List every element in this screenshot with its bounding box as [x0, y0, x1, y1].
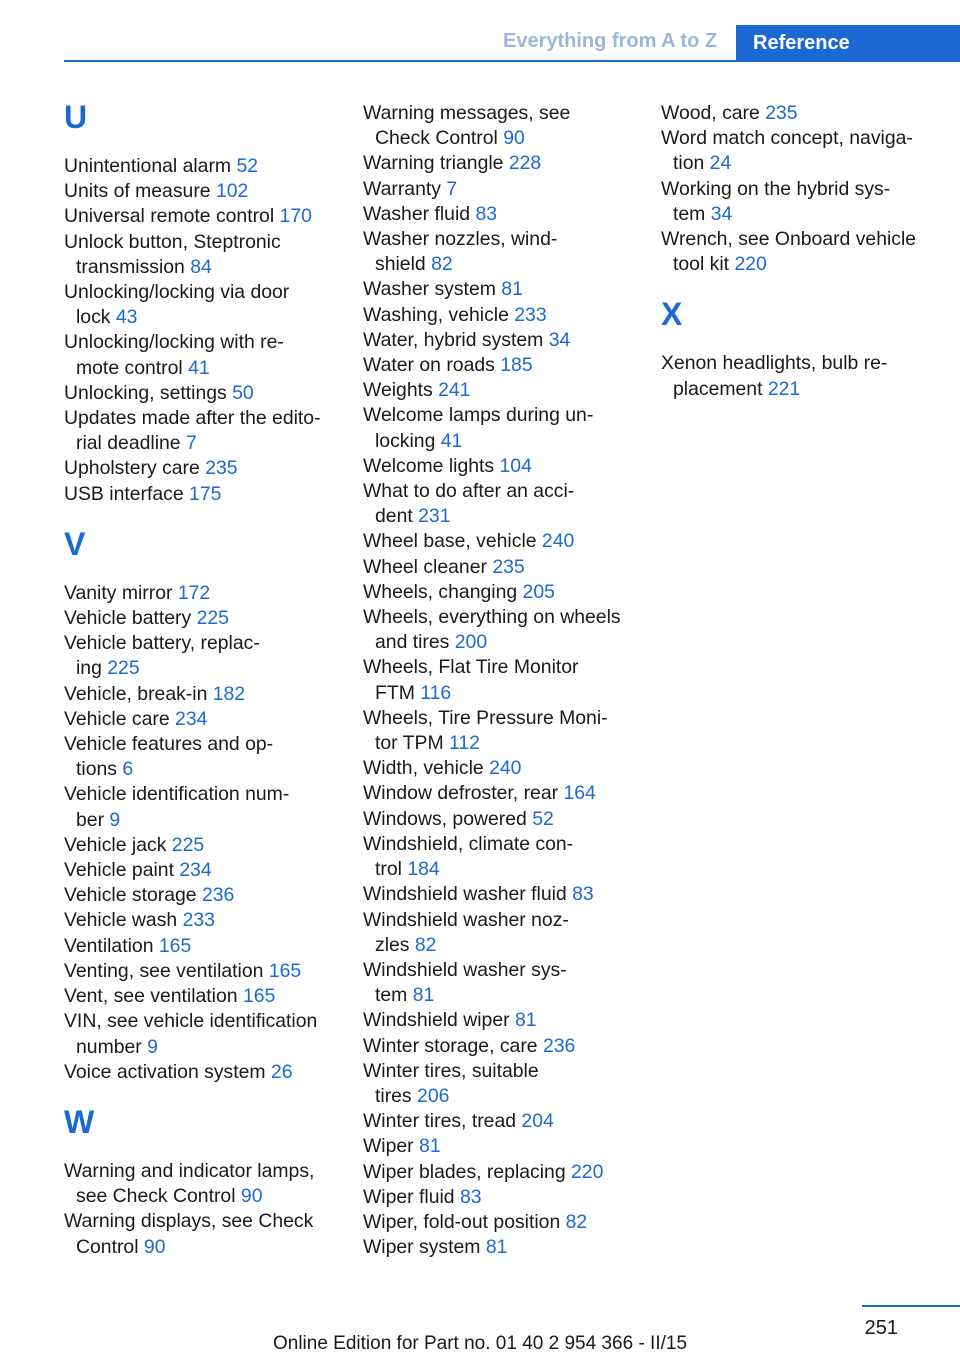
page-reference-link[interactable]: 205 — [522, 580, 555, 603]
index-entry — [363, 908, 633, 958]
index-entry — [363, 655, 633, 705]
index-entry — [64, 782, 334, 832]
index-entry-text: Washing, vehicle — [363, 303, 515, 326]
index-entry-text: Unlocking/locking with re- — [64, 331, 284, 354]
index-entry — [64, 682, 334, 707]
page-reference-link[interactable]: 220 — [734, 253, 767, 276]
page-reference-link[interactable]: 184 — [407, 858, 440, 881]
page-reference-link[interactable]: 81 — [514, 1009, 537, 1032]
page-reference-link[interactable]: 81 — [501, 278, 523, 301]
page-reference-link[interactable]: 235 — [492, 555, 525, 578]
page-reference-link[interactable]: 165 — [158, 934, 192, 957]
page-reference-link[interactable]: 43 — [115, 306, 138, 329]
index-entry-text: Wood, care — [661, 102, 766, 124]
page-reference-link[interactable]: 52 — [236, 155, 259, 177]
index-entry-text: ing — [76, 657, 108, 680]
index-entry-text: Wiper — [363, 1135, 420, 1158]
index-column-2 — [363, 101, 633, 1260]
index-entry-text: Winter tires, suitable — [363, 1059, 539, 1082]
group-gap — [661, 277, 931, 298]
index-entry-text: Word match concept, naviga- — [661, 127, 913, 150]
index-entry — [661, 227, 931, 277]
page-reference-link[interactable]: 81 — [419, 1135, 441, 1158]
index-entry — [64, 732, 334, 782]
page-reference-link[interactable]: 83 — [475, 202, 498, 225]
index-entry-text: Vehicle features and op- — [64, 733, 274, 756]
page-reference-link[interactable]: 90 — [503, 127, 525, 150]
index-entry — [661, 126, 931, 176]
index-entry — [64, 984, 334, 1009]
group-gap — [64, 1085, 334, 1106]
index-column-3 — [661, 101, 931, 402]
index-entry-text: mote control — [76, 356, 189, 379]
page-reference-link[interactable]: 185 — [500, 354, 533, 377]
index-entry-text: Windshield washer sys- — [363, 958, 567, 981]
index-entry-text: Vehicle identification num- — [64, 783, 290, 806]
index-entry — [363, 202, 633, 227]
index-entry — [64, 959, 334, 984]
index-entry — [363, 328, 633, 353]
index-letter-heading: U — [64, 99, 88, 135]
page-reference-link[interactable]: 7 — [185, 432, 197, 455]
index-entry-text: Wiper, fold-out position — [363, 1210, 566, 1233]
index-entry — [64, 280, 334, 330]
index-entry-text: Xenon headlights, bulb re- — [661, 352, 888, 375]
index-entry-text: Wheel base, vehicle — [363, 530, 542, 553]
page-reference-link[interactable]: 165 — [268, 959, 302, 982]
index-entry — [64, 179, 334, 204]
page-reference-link[interactable]: 9 — [109, 808, 121, 831]
index-entry-text: tion — [673, 152, 710, 175]
page-reference-link[interactable]: 9 — [147, 1035, 158, 1058]
index-entry-text: Window defroster, rear — [363, 782, 564, 805]
page-reference-link[interactable]: 204 — [521, 1110, 554, 1133]
index-entry — [363, 151, 633, 176]
index-entry-text: Wiper fluid — [363, 1185, 460, 1208]
index-letter-heading: X — [661, 296, 683, 333]
group-gap — [64, 507, 334, 528]
edition-footer: Online Edition for Part no. 01 40 2 954 366 - II/15 — [272, 1333, 688, 1354]
page-reference-link[interactable]: 234 — [175, 707, 208, 730]
page-reference-link[interactable]: 24 — [709, 152, 732, 175]
index-entry-text: tires — [375, 1084, 418, 1107]
index-entry-text: Warranty — [363, 177, 447, 200]
index-entry — [363, 1134, 633, 1159]
page-reference-link[interactable]: 220 — [571, 1160, 604, 1183]
page-reference-link[interactable]: 175 — [189, 482, 222, 505]
index-entry-text: tem — [673, 202, 711, 225]
index-entry-text: Vehicle, break-in — [64, 682, 213, 705]
index-entry-text: Wheels, Flat Tire Monitor — [363, 656, 579, 679]
page-reference-link[interactable]: 236 — [201, 884, 235, 907]
index-entry — [363, 1210, 633, 1235]
index-entry — [363, 706, 633, 756]
index-entry-text: Warning messages, see — [363, 102, 571, 124]
index-entry — [363, 580, 633, 605]
index-entry-text: ber — [76, 808, 110, 831]
page-number: 251 — [864, 1317, 898, 1339]
index-entry-text: Washer fluid — [363, 202, 476, 225]
index-entry — [661, 177, 931, 227]
index-entry-text: Ventilation — [64, 934, 159, 957]
index-entry-text: VIN, see vehicle identification — [64, 1010, 318, 1033]
index-entry — [363, 555, 633, 580]
page-reference-link[interactable]: 235 — [205, 457, 238, 480]
page-reference-link[interactable]: 231 — [418, 505, 451, 528]
index-entry-text: tor TPM — [375, 732, 449, 755]
index-entry — [363, 1059, 633, 1109]
page-reference-link[interactable]: 90 — [240, 1185, 263, 1208]
index-entry — [363, 353, 633, 378]
index-entry-text: Unlocking/locking via door — [64, 281, 290, 304]
page-reference-link[interactable]: 233 — [182, 909, 215, 932]
index-entry — [64, 204, 334, 229]
index-letter-heading: W — [64, 1103, 95, 1140]
page-reference-link[interactable]: 234 — [179, 859, 212, 882]
page-reference-link[interactable]: 81 — [485, 1236, 508, 1259]
index-entry — [64, 934, 334, 959]
index-entry — [64, 707, 334, 732]
index-entry — [363, 454, 633, 479]
index-entry — [64, 581, 334, 606]
page-reference-link[interactable]: 82 — [565, 1210, 588, 1233]
index-entry — [363, 1109, 633, 1134]
index-entry-text: Washer system — [363, 278, 502, 301]
index-entry — [363, 807, 633, 832]
index-entry-text: Winter storage, care — [363, 1034, 543, 1057]
index-entry-text: Welcome lamps during un- — [363, 404, 594, 427]
index-entry-text: Working on the hybrid sys- — [661, 177, 891, 200]
page-reference-link[interactable]: 236 — [542, 1034, 576, 1057]
index-entry — [363, 101, 633, 151]
index-entry-text: lock — [76, 306, 116, 329]
index-entry-text: see Check Control — [76, 1185, 241, 1208]
index-entry — [363, 1160, 633, 1185]
index-entry — [363, 1034, 633, 1059]
page-reference-link[interactable]: 225 — [107, 657, 140, 680]
page-reference-link[interactable]: 200 — [454, 631, 488, 654]
index-entry — [363, 882, 633, 907]
index-entry-text: and tires — [375, 631, 455, 654]
index-entry-text: Units of measure — [64, 180, 216, 203]
index-entry — [64, 482, 334, 507]
index-entry — [363, 1185, 633, 1210]
index-entry-text: Water, hybrid system — [363, 328, 549, 351]
index-entry-text: Wheel cleaner — [363, 555, 493, 578]
page-reference-link[interactable]: 26 — [270, 1060, 293, 1083]
page-reference-link[interactable]: 164 — [563, 782, 596, 805]
index-entry — [64, 883, 334, 908]
index-entry-text: Width, vehicle — [363, 757, 490, 780]
index-entry — [363, 756, 633, 781]
page-reference-link[interactable]: 170 — [279, 205, 312, 228]
index-entry-text: dent — [375, 505, 419, 528]
index-entry-text: FTM — [375, 681, 421, 704]
index-entry — [64, 1209, 334, 1259]
index-entry-text: Winter tires, tread — [363, 1110, 522, 1133]
index-entry-text: Water on roads — [363, 354, 501, 377]
page-reference-link[interactable]: 225 — [196, 607, 229, 630]
index-entry-text: Windshield washer fluid — [363, 883, 573, 906]
page-reference-link[interactable]: 104 — [499, 454, 532, 477]
index-entry-text: Wheels, Tire Pressure Moni- — [363, 706, 608, 729]
index-entry — [64, 1060, 334, 1085]
page-reference-link[interactable]: 206 — [417, 1084, 450, 1107]
index-entry — [363, 781, 633, 806]
index-entry-text: Windshield washer noz- — [363, 908, 569, 931]
page-reference-link[interactable]: 82 — [414, 933, 437, 956]
index-entry — [64, 631, 334, 681]
index-entry-text: tem — [375, 984, 413, 1007]
index-entry — [363, 1008, 633, 1033]
index-entry — [363, 1235, 633, 1260]
index-entry-text: shield — [375, 253, 432, 276]
index-entry-text: USB interface — [64, 482, 190, 505]
page-reference-link[interactable]: 6 — [122, 758, 134, 781]
index-entry-text: placement — [673, 377, 768, 400]
header-section-title: Everything from A to Z — [503, 30, 718, 52]
index-entry — [64, 154, 334, 179]
index-entry — [64, 606, 334, 631]
footer-rule — [862, 1305, 960, 1307]
index-entry-text: Vent, see ventilation — [64, 985, 243, 1008]
page-reference-link[interactable]: 84 — [190, 255, 212, 278]
index-entry-text: tions — [76, 758, 123, 781]
index-entry-text: Vanity mirror — [64, 581, 178, 604]
index-entry — [363, 832, 633, 882]
index-entry-text: Unintentional alarm — [64, 155, 237, 177]
index-entry-text: Unlock button, Steptronic — [64, 230, 281, 253]
index-entry-text: Control — [76, 1235, 144, 1258]
index-entry-text: Upholstery care — [64, 457, 206, 480]
index-entry-text: Vehicle paint — [64, 859, 180, 882]
index-entry-text: Welcome lights — [363, 454, 500, 477]
page-reference-link[interactable]: 165 — [242, 985, 276, 1008]
index-entry-text: transmission — [76, 255, 191, 278]
index-entry-text: Vehicle storage — [64, 884, 202, 907]
page-reference-link[interactable]: 172 — [177, 581, 211, 604]
page-reference-link[interactable]: 83 — [572, 883, 594, 906]
index-entry — [64, 330, 334, 380]
page-reference-link[interactable]: 102 — [215, 180, 249, 203]
index-entry — [64, 1009, 334, 1059]
index-entry-text: Windshield, climate con- — [363, 832, 574, 855]
index-column-1 — [64, 101, 334, 1260]
page-reference-link[interactable]: 82 — [431, 253, 453, 276]
page-reference-link[interactable]: 41 — [188, 356, 210, 379]
index-entry — [64, 406, 334, 456]
page-reference-link[interactable]: 34 — [710, 202, 733, 225]
index-entry — [363, 479, 633, 529]
index-entry — [64, 833, 334, 858]
index-entry — [64, 1159, 334, 1209]
index-entry-text: Unlocking, settings — [64, 381, 233, 404]
index-entry — [363, 403, 633, 453]
page-reference-link[interactable]: 90 — [143, 1235, 166, 1258]
index-entry-text: Vehicle jack — [64, 833, 172, 856]
index-entry-text: number — [76, 1035, 148, 1058]
index-entry-text: Windshield wiper — [363, 1009, 515, 1032]
index-entry-text: Vehicle battery, replac- — [64, 632, 260, 655]
index-entry-text: tool kit — [673, 253, 735, 276]
index-entry — [363, 227, 633, 277]
page-reference-link[interactable]: 240 — [489, 757, 522, 780]
index-entry-text: Wiper blades, replacing — [363, 1160, 572, 1183]
page-reference-link[interactable]: 83 — [459, 1185, 482, 1208]
index-entry — [64, 381, 334, 406]
page-reference-link[interactable]: 112 — [448, 732, 480, 755]
index-entry — [64, 456, 334, 481]
page-reference-link[interactable]: 52 — [532, 807, 554, 830]
page-reference-link[interactable]: 240 — [541, 530, 575, 553]
index-entry — [661, 351, 931, 401]
index-entry-text: zles — [375, 933, 415, 956]
index-entry — [64, 858, 334, 883]
index-entry-text: Washer nozzles, wind- — [363, 228, 558, 251]
index-entry-text: Check Control — [375, 127, 504, 150]
index-entry — [363, 529, 633, 554]
index-entry-text: trol — [375, 858, 408, 881]
index-entry — [363, 958, 633, 1008]
index-entry-text: What to do after an acci- — [363, 480, 575, 503]
index-entry-text: Warning displays, see Check — [64, 1210, 314, 1233]
index-entry-text: Windows, powered — [363, 807, 533, 830]
index-entry-text: Universal remote control — [64, 205, 280, 228]
index-entry — [363, 277, 633, 302]
index-entry-text: Venting, see ventilation — [64, 959, 269, 982]
index-entry — [363, 177, 633, 202]
page-reference-link[interactable]: 241 — [438, 379, 471, 402]
index-entry-text: rial deadline — [76, 432, 186, 455]
page-reference-link[interactable]: 7 — [446, 177, 458, 200]
index-entry — [661, 101, 931, 126]
page-reference-link[interactable]: 41 — [440, 429, 463, 452]
index-entry — [64, 908, 334, 933]
index-entry-text: Vehicle care — [64, 707, 176, 730]
page-reference-link[interactable]: 228 — [508, 152, 542, 175]
index-entry-text: Voice activation system — [64, 1060, 271, 1083]
index-entry-text: Updates made after the edito- — [64, 407, 321, 430]
page-reference-link[interactable]: 50 — [232, 381, 254, 404]
page-reference-link[interactable]: 233 — [514, 303, 547, 326]
index-entry-text: Weights — [363, 379, 439, 402]
index-entry-text: Wheels, changing — [363, 580, 523, 603]
index-entry-text: Vehicle battery — [64, 607, 197, 630]
index-entry-text: Wiper system — [363, 1236, 486, 1259]
index-entry-text: Wheels, everything on wheels — [363, 606, 621, 629]
index-entry-text: Warning triangle — [363, 152, 509, 175]
page-reference-link[interactable]: 235 — [765, 102, 798, 124]
page-reference-link[interactable]: 116 — [420, 681, 452, 704]
index-entry — [363, 605, 633, 655]
index-entry — [64, 230, 334, 280]
page-reference-link[interactable]: 225 — [171, 833, 205, 856]
header-chapter-tab: Reference — [736, 25, 960, 61]
index-entry — [363, 303, 633, 328]
page-reference-link[interactable]: 182 — [212, 682, 246, 705]
header-rule — [64, 60, 960, 62]
index-entry-text: Warning and indicator lamps, — [64, 1159, 315, 1182]
page-reference-link[interactable]: 34 — [548, 328, 571, 351]
index-letter-heading: V — [64, 525, 86, 562]
index-entry — [363, 378, 633, 403]
index-entry-text: Vehicle wash — [64, 909, 183, 932]
index-entry-text: Wrench, see Onboard vehicle — [661, 228, 917, 251]
index-entry-text: locking — [375, 429, 441, 452]
page-reference-link[interactable]: 221 — [767, 377, 801, 400]
page-reference-link[interactable]: 81 — [412, 984, 435, 1007]
